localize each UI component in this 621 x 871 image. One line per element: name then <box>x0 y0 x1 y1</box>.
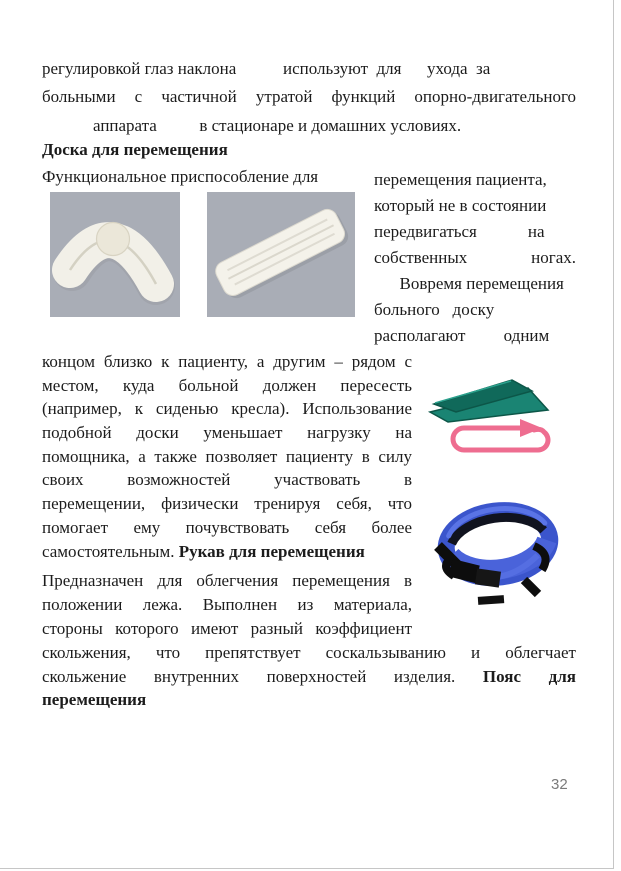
section-heading-board: Доска для перемещения <box>42 140 228 159</box>
page-border-right <box>613 0 614 869</box>
body-line: помощника, а также позволяет пациенту в силу <box>42 446 412 466</box>
body-line: (например, к сиденью кресла). Использование <box>42 399 412 419</box>
body-line-with-heading <box>42 540 412 564</box>
flat-transfer-board-image <box>207 192 355 317</box>
body-tail-text: самостоятельным. <box>42 541 179 561</box>
board-right-column <box>374 167 576 349</box>
intro-line-2: больными с частичной утратой функций опорно-двигательного <box>42 87 576 107</box>
right-col-line: передвигаться на <box>374 222 545 241</box>
section-heading-belt-part1: Пояс для <box>482 666 577 686</box>
section-heading-belt-part2: перемещения <box>42 690 147 710</box>
body-line: подобной доски уменьшает нагрузку на <box>42 423 412 443</box>
section-heading-sleeve: Рукав для перемещения <box>178 541 365 561</box>
right-col-line: Вовремя перемещения <box>374 274 564 293</box>
intro-line-1: регулировкой глаз наклона используют для ухода за <box>42 59 491 78</box>
page-border-bottom <box>0 868 614 869</box>
intro-line-3: аппарата в стационаре и домашних условиях. <box>42 115 462 135</box>
board-lead-text: Функциональное приспособление для <box>42 167 319 186</box>
body-line: положении лежа. Выполнен из материала, <box>42 594 412 614</box>
body-line: Предназначен для облегчения перемещения в <box>42 571 412 590</box>
body-line: местом, куда больной должен пересесть <box>42 375 412 395</box>
body-line: своих возможностей участвовать в <box>42 470 412 490</box>
page-number: 32 <box>551 776 568 793</box>
body-line: стороны которого имеют разный коэффициент <box>42 618 412 638</box>
sleeve-body-paragraph <box>42 569 576 712</box>
sliding-sleeve-image <box>424 366 576 470</box>
body-tail-text: скольжение внутренних поверхностей изделия. <box>42 666 483 686</box>
body-line: перемещении, физически тренируя себя, что <box>42 494 412 514</box>
right-col-line: собственных ногах. <box>374 248 576 267</box>
body-line: концом близко к пациенту, а другим – рядом с <box>42 352 412 371</box>
right-col-line: который не в состоянии <box>374 196 547 215</box>
right-col-line: располагают одним <box>374 326 550 345</box>
intro-paragraph <box>42 55 576 140</box>
board-body-paragraph <box>42 350 412 563</box>
body-line: помогает ему почувствовать себя более <box>42 517 412 537</box>
curved-transfer-board-image <box>50 192 180 317</box>
body-line: скольжения, что препятствует соскальзыванию и облегчает <box>42 642 576 662</box>
right-col-line: перемещения пациента, <box>374 170 547 189</box>
right-col-line: больного доску <box>374 300 495 319</box>
body-line-with-heading <box>42 665 576 689</box>
